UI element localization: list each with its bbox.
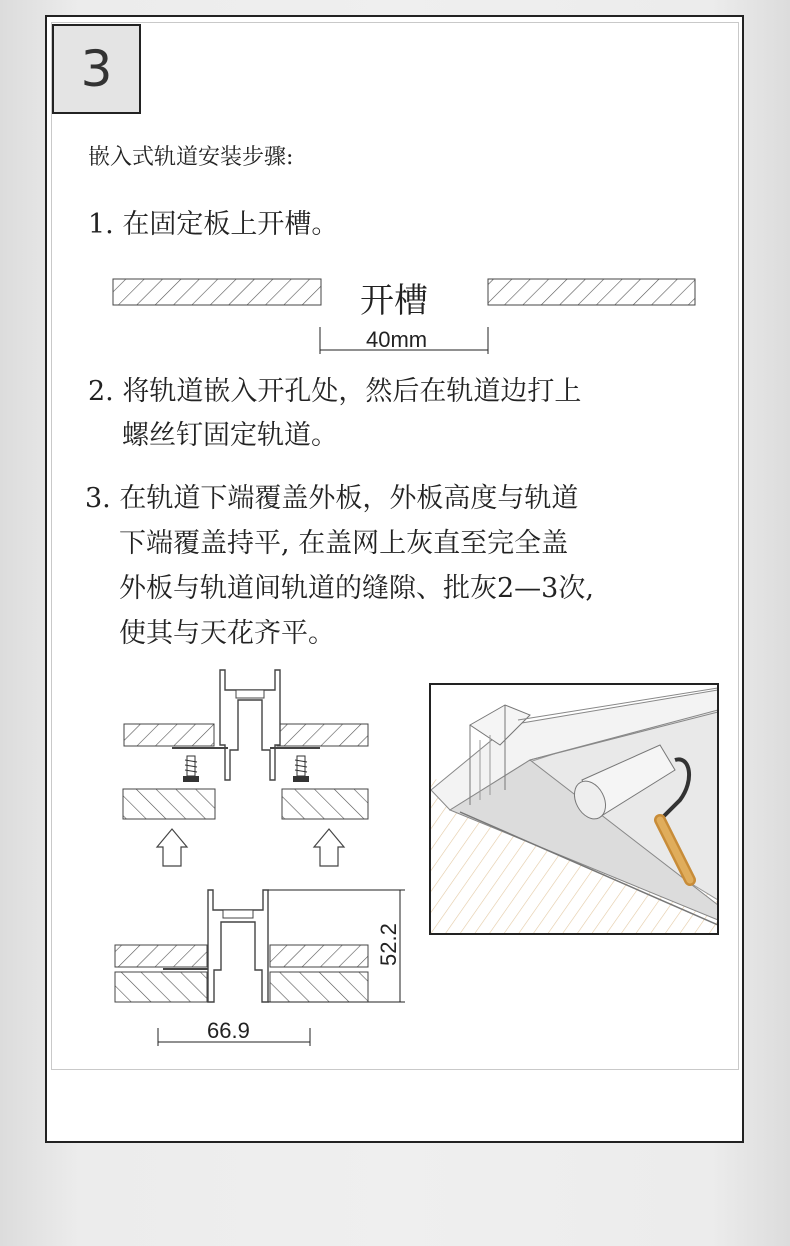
cross-section-assembled xyxy=(115,890,405,1046)
up-arrow-left xyxy=(157,829,187,866)
screw-right xyxy=(293,756,309,782)
board-right xyxy=(488,279,695,305)
step-number-badge: 3 xyxy=(52,24,141,114)
screw-left xyxy=(183,756,199,782)
slot-width-label: 40mm xyxy=(366,327,428,352)
step-3-line-4: 使其与天花齐平。 xyxy=(119,618,335,649)
step-3-line-1: 3. 在轨道下端覆盖外板，外板高度与轨道 xyxy=(85,483,579,514)
step-1-line-1: 1. 在固定板上开槽。 xyxy=(88,209,339,240)
slot-label: 开槽 xyxy=(360,281,428,321)
step-2-line-2: 螺丝钉固定轨道。 xyxy=(122,420,338,451)
track-profile-bottom xyxy=(208,890,268,1002)
cross-section-exploded xyxy=(123,670,368,866)
step-2-line-1: 2. 将轨道嵌入开孔处，然后在轨道边打上 xyxy=(88,376,582,407)
step-3-line-3: 外板与轨道间轨道的缝隙、批灰2—3次, xyxy=(119,573,594,604)
board-left xyxy=(113,279,321,305)
track-width-label: 66.9 xyxy=(207,1018,250,1043)
track-height-label: 52.2 xyxy=(376,923,401,966)
installation-illustration xyxy=(430,684,718,934)
up-arrow-right xyxy=(314,829,344,866)
track-profile-top xyxy=(220,670,280,780)
step-3-line-2: 下端覆盖持平, 在盖网上灰直至完全盖 xyxy=(119,528,569,559)
section-heading: 嵌入式轨道安装步骤: xyxy=(88,145,294,170)
